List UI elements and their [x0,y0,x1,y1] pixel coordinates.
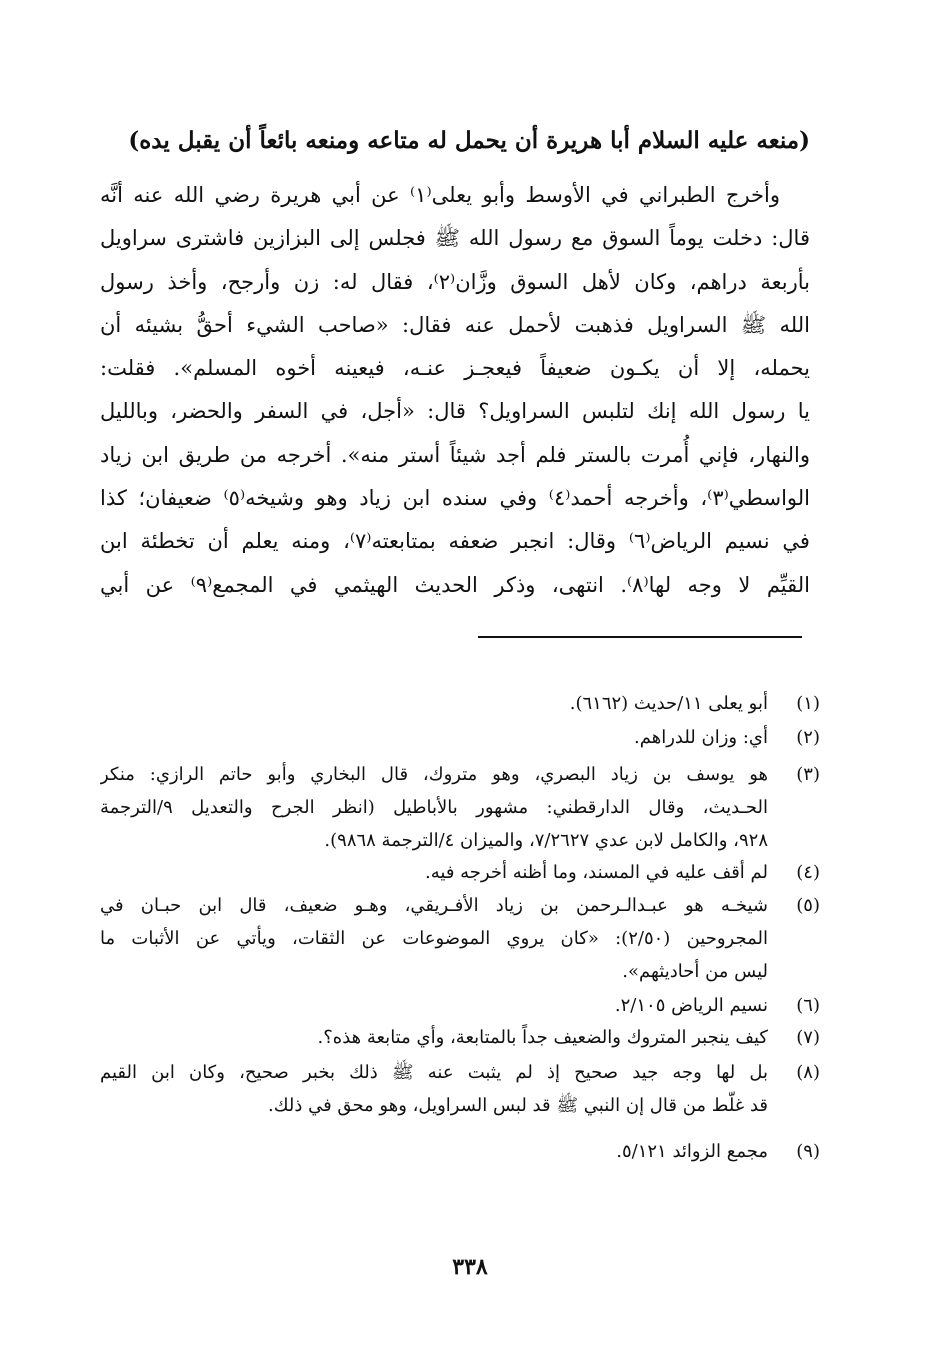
footnote-5 [100,889,820,988]
footnote-number: (٩) [796,1141,820,1162]
footnote-line: نسيم الرياض ٢/١٠٥. [614,995,768,1016]
footnote-text [100,1136,768,1168]
footnote-line: قد غلّط من قال إن النبي ﷺ قد لبس السراويل، وهو محق في ذلك. [267,1095,768,1116]
footnote-9 [100,1136,820,1168]
footnote-text [100,688,768,720]
footnote-number: (٤) [796,862,820,883]
footnote-text [100,990,768,1022]
footnote-line: هو يوسف بن زياد البصري، وهو متروك، قال البخاري وأبو حاتم الرازي: منكر [100,764,768,785]
paragraph-line: وأخرج الطبراني في الأوسط وأبو يعلى⁽١⁾ عن أبي هريرة رضي الله عنه أنَّه [100,183,780,207]
footnote-number: (٦) [796,995,820,1016]
footnote-text [100,1022,768,1054]
paragraph-line: يحمله، إلا أن يكـون ضعيفاً فيعجـز عنـه، فيعينه أخوه المسلم». فقلت: [100,356,810,381]
footnote-number: (١) [796,693,820,714]
footnote-line: ليس من أحاديثهم». [622,961,768,982]
footnote-text [100,722,768,754]
footnote-number: (٥) [796,895,820,916]
footnote-number: (٧) [796,1027,820,1048]
footnote-line: كيف ينجبر المتروك والضعيف جداً بالمتابعة، وأي متابعة هذه؟. [317,1027,768,1048]
footnote-4 [100,857,820,889]
page-number: ٣٣٨ [452,1254,488,1280]
footnote-line: الحـديث، وقال الدارقطني: مشهور بالأباطيل (انظر الجرح والتعديل ٩/الترجمة [100,797,768,818]
footnote-line: بل لها وجه جيد صحيح إذ لم يثبت عنه ﷺ ذلك بخبر صحيح، وكان ابن القيم [100,1062,768,1083]
paragraph-line: الله ﷺ السراويل فذهبت لأحمل عنه فقال: «صاحب الشيء أحقُّ بشيئه أن [100,312,810,337]
footnote-line: ٩٢٨، والكامل لابن عدي ٧/٢٦٢٧، والميزان ٤/الترجمة ٩٨٦٨). [324,830,768,851]
footnote-line: المجروحين (٢/٥٠): «كان يروي الموضوعات عن الثقات، ويأتي عن الأثبات ما [100,928,768,949]
footnotes [100,688,820,1168]
paragraph-line: بأربعة دراهم، وكان لأهل السوق وزَّان⁽٢⁾، فقال له: زن وأرجح، وأخذ رسول [100,269,810,294]
section-heading: (منعه عليه السلام أبا هريرة أن يحمل له متاعه ومنعه بائعاً أن يقبل يده) [128,127,810,154]
footnote-text [100,889,768,988]
paragraph-line: يا رسول الله إنك لتلبس السراويل؟ قال: «أجل، في السفر والحضر، وبالليل [100,399,810,424]
footnote-line: لم أقف عليه في المسند، وما أظنه أخرجه فيه. [425,862,768,883]
footnote-line: مجمع الزوائد ٥/١٢١. [616,1141,768,1162]
footnote-line: شيخـه هو عبـدالـرحمن بن زياد الأفـريقي، وهـو ضعيف، قال ابن حبـان في [100,895,768,916]
paragraph-line: في نسيم الرياض⁽٦⁾ وقال: انجبر ضعفه بمتابعته⁽٧⁾، ومنه يعلم أن تخطئة ابن [100,529,810,554]
footnote-line: أي: وزان للدراهم. [634,727,768,748]
footnote-7 [100,1022,820,1054]
paragraph-line: قال: دخلت يوماً السوق مع رسول الله ﷺ فجلس إلى البزازين فاشترى سراويل [100,226,810,251]
footnote-1 [100,688,820,720]
footnote-number: (٢) [796,727,820,748]
footnote-text [100,857,768,889]
footnote-8 [100,1056,820,1122]
footnote-separator [478,636,802,638]
paragraph-line: الواسطي⁽٣⁾، وأخرجه أحمد⁽٤⁾ وفي سنده ابن زياد وهو وشيخه⁽٥⁾ ضعيفان؛ كذا [100,486,810,511]
footnote-3 [100,758,820,857]
footnote-2 [100,722,820,754]
footnote-text [100,758,768,857]
footnote-number: (٨) [796,1062,820,1083]
main-paragraph [100,174,810,607]
paragraph-line: القيِّم لا وجه لها⁽٨⁾. انتهى، وذكر الحديث الهيثمي في المجمع⁽٩⁾ عن أبي [100,572,810,597]
paragraph-line: والنهار، فإني أُمرت بالستر فلم أجد شيئاً أستر منه». أخرجه من طريق ابن زياد [100,442,810,467]
footnote-number: (٣) [796,764,820,785]
footnote-line: أبو يعلى ١١/حديث (٦١٦٢). [569,693,768,714]
footnote-6 [100,990,820,1022]
footnote-text [100,1056,768,1122]
